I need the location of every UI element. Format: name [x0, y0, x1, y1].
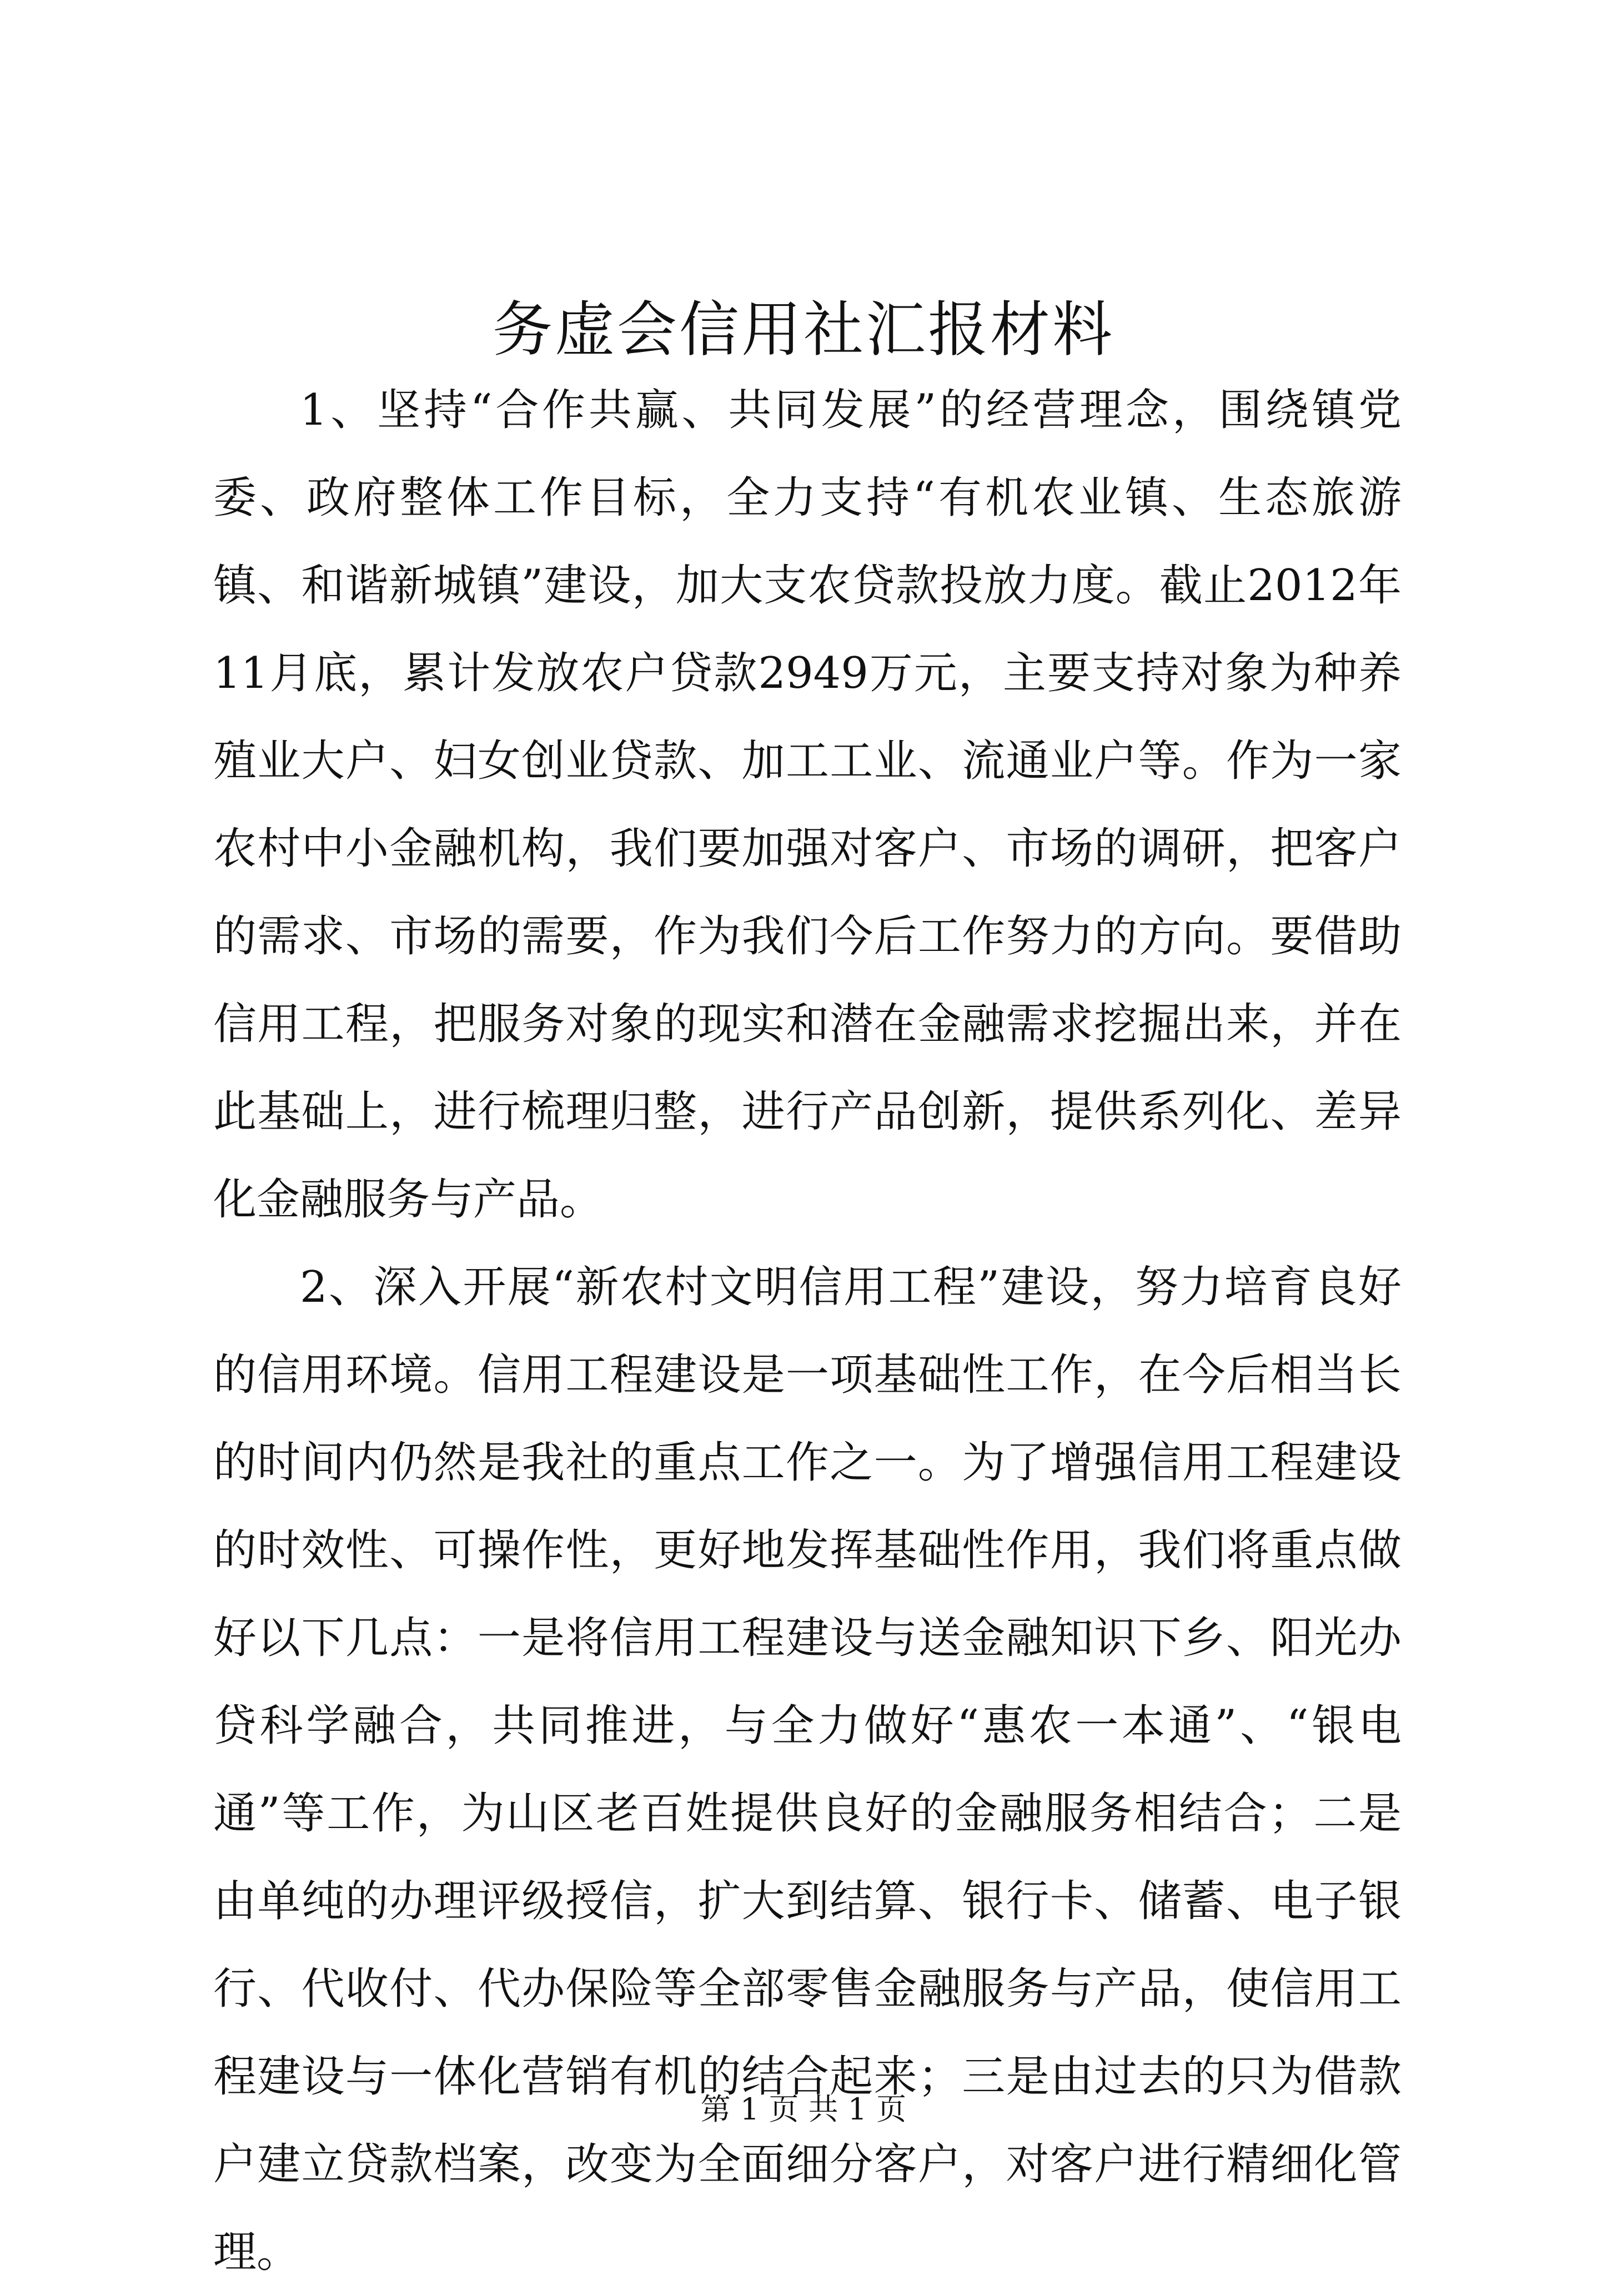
page-footer: 第 1 页 共 1 页 — [700, 2092, 907, 2127]
document-body — [213, 366, 1402, 2296]
document-title: 务虚会信用社汇报材料 — [492, 295, 1114, 365]
paragraph-2: 2、深入开展“新农村文明信用工程”建设，努力培育良好的信用环境。信用工程建设是一项基础性工作，在今后相当长的时间内仍然是我社的重点工作之一。为了增强信用工程建设的时效性、可操作性，更好地发挥基础性作用，我们将重点做好以下几点：一是将信用工程建设与送金融知识下乡、阳光办贷科学融合，共同推进，与全力做好“惠农一本通”、“银电通”等工作，为山区老百姓提供良好的金融服务相结合；二是由单纯的办理评级授信，扩大到结算、银行卡、储蓄、电子银行、代收付、代办保险等全部零售金融服务与产品，使信用工程建设与一体化营销有机的结合起来；三是由过去的只为借款户建立贷款档案，改变为全面细分客户，对客户进行精细化管理。 — [213, 1262, 1402, 2277]
paragraph-1: 1、坚持“合作共赢、共同发展”的经营理念，围绕镇党委、政府整体工作目标，全力支持“有机农业镇、生态旅游镇、和谐新城镇”建设，加大支农贷款投放力度。截止2012年11月底，累计发放农户贷款2949万元，主要支持对象为种养殖业大户、妇女创业贷款、加工工业、流通业户等。作为一家农村中小金融机构，我们要加强对客户、市场的调研，把客户的需求、市场的需要，作为我们今后工作努力的方向。要借助信用工程，把服务对象的现实和潜在金融需求挖掘出来，并在此基础上，进行梳理归整，进行产品创新，提供系列化、差异化金融服务与产品。 — [213, 385, 1402, 1225]
